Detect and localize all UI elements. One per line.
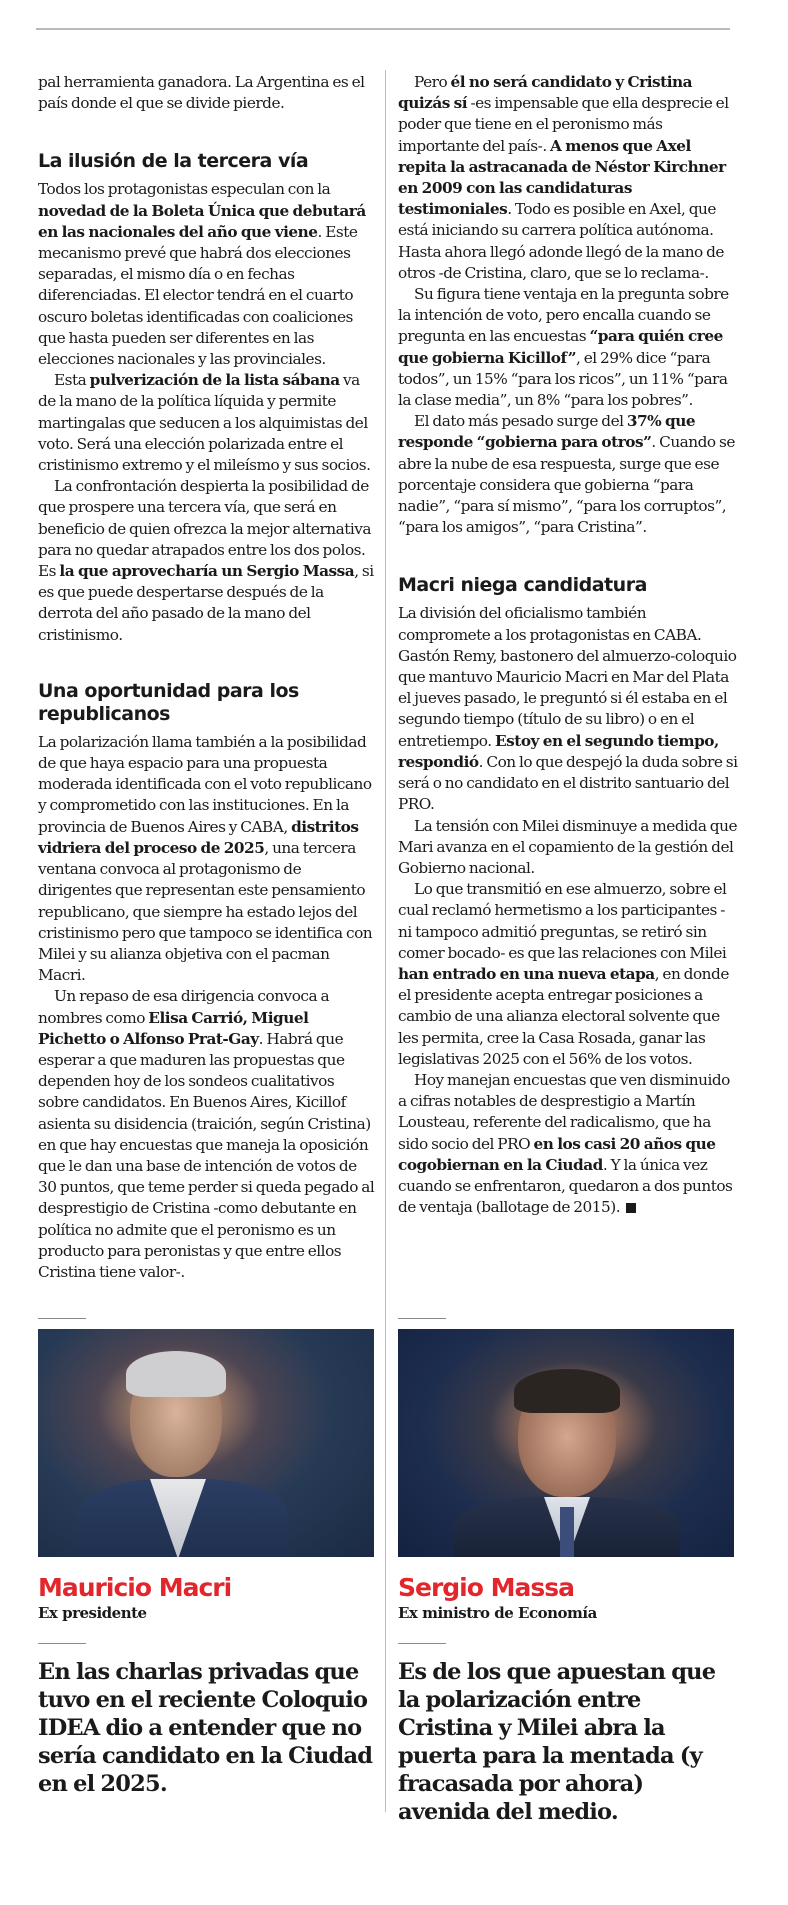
profile-role: Ex presidente [38,1604,147,1622]
end-mark [626,1203,636,1213]
paragraph: La polarización llama también a la posibilidad de que haya espacio para una propuesta moderada identificada con el voto republicano y comprometido con las instituciones. En la provincia de Buenos Aires y CABA, distritos vidriera del proceso de 2025, una tercera ventana convoca al protagonismo de dirigentes que representan este pensamiento republicano, que siempre ha estado lejos del cristinismo pero que tampoco se identifica con Milei y su alianza objetiva con el pacman Macri. [38,732,373,985]
paragraph: La confrontación despierta la posibilidad de que prospere una tercera vía, que será en beneficio de quien ofrezca la mejor alternativa para no quedar atrapados entre los dos polos. [38,477,372,559]
profile-quote: En las charlas privadas que tuvo en el reciente Coloquio IDEA dio a entender que no sería candidato en la Ciudad en el 2025. [38,1659,373,1797]
photo-macri [38,1329,374,1557]
photo-massa [398,1329,734,1557]
profile-macri [38,1318,374,1798]
intro-paragraph: pal herramienta ganadora. La Argentina es el país donde el que se divide pierde. [38,73,365,113]
profile-quote: Es de los que apuestan que la polarización entre Cristina y Milei abra la puerta para la mentada (y fracasada por ahora) avenida del medio. [398,1659,716,1825]
paragraph: Todos los protagonistas especulan con la novedad de la Boleta Única que debutará en las nacionales del año que viene. Este mecanismo prevé que habrá dos elecciones separadas, el mismo día o en fechas diferenciadas. El elector tendrá en el cuarto oscuro boletas identificadas con coaliciones que hasta pueden ser diferentes en las elecciones nacionales y las provinciales. [38,180,366,369]
short-rule [398,1643,446,1644]
left-column [38,72,378,1283]
subheading-tercera-via: La ilusión de la tercera vía [38,150,309,173]
subheading-republicanos: Una oportunidad para los republicanos [38,679,299,725]
profile-name: Mauricio Macri [38,1573,232,1602]
short-rule [38,1643,86,1644]
paragraph: Esta pulverización de la lista sábana va de la mano de la política líquida y permite martingalas que seducen a los alquimistas del voto. Será una elección polarizada entre el cristinismo extremo y el mileísmo y sus socios. [38,371,371,475]
profile-name: Sergio Massa [398,1573,575,1602]
paragraph: Su figura tiene ventaja en la pregunta sobre la intención de voto, pero encalla cuando se pregunta en las encuestas “para quién cree que gobierna Kicillof”, el 29% dice “para todos”, un 15% “para los ricos”, un 11% “para la clase media”, un 8% “para los pobres”. [398,285,729,410]
paragraph: La tensión con Milei disminuye a medida que Mari avanza en el copamiento de la gestión del Gobierno nacional. [398,816,737,877]
subheading-macri: Macri niega candidatura [398,574,647,597]
profile-massa [398,1318,734,1826]
paragraph: Hoy manejan encuestas que ven disminuido a cifras notables de desprestigio a Martín Lousteau, referente del radicalismo, que ha sido socio del PRO en los casi 20 años que cogobiernan en la Ciudad. Y la única vez cuando se enfrentaron, quedaron a dos puntos de ventaja (ballotage de 2015). [398,1070,733,1217]
paragraph: Es la que aprovecharía un Sergio Massa, si es que puede despertarse después de la derrota del año pasado de la mano del cristinismo. [38,562,374,644]
paragraph: Lo que transmitió en ese almuerzo, sobre el cual reclamó hermetismo a los participantes -ni tampoco admitió preguntas, se retiró sin comer bocado- es que las relaciones con Milei han entrado en una nueva etapa, en donde el presidente acepta entregar posiciones a cambio de una alianza electoral solvente que les permita, cree la Casa Rosada, ganar las legislativas 2025 con el 56% de los votos. [398,880,729,1068]
paragraph: La división del oficialismo también compromete a los protagonistas en CABA. Gastón Remy, bastonero del almuerzo-coloquio que mantuvo Mauricio Macri en Mar del Plata el jueves pasado, le preguntó si él estaba en el segundo tiempo (título de su libro) o en el entretiempo. Estoy en el segundo tiempo, respondió. Con lo que despejó la duda sobre si será o no candidato en el distrito santuario del PRO. [398,604,738,814]
right-column [398,72,738,1218]
paragraph: El dato más pesado surge del 37% que responde “gobierna para otros”. Cuando se abre la nube de esa respuesta, surge que ese porcentaje considera que gobierna “para nadie”, “para sí mismo”, “para los corruptos”, “para los amigos”, “para Cristina”. [398,412,735,537]
paragraph: Un repaso de esa dirigencia convoca a nombres como Elisa Carrió, Miguel Pichetto o Alfonso Prat-Gay. Habrá que esperar a que maduren las propuestas que dependen hoy de los sondeos cualitativos sobre candidatos. En Buenos Aires, Kicillof asienta su disidencia (traición, según Cristina) en que hay encuestas que maneja la oposición que le dan una base de intención de votos de 30 puntos, que teme perder si queda pegado al desprestigio de Cristina -como debutante en política no admite que el peronismo es un producto para peronistas y que entre ellos Cristina tiene valor-. [38,987,375,1281]
top-rule [36,28,730,30]
short-rule [398,1318,446,1319]
short-rule [38,1318,86,1319]
column-divider [385,70,386,1812]
paragraph: Pero él no será candidato y Cristina quizás sí -es impensable que ella desprecie el poder que tiene en el peronismo más importante del país-. A menos que Axel repita la astracanada de Néstor Kirchner en 2009 con las candidaturas testimoniales. Todo es posible en Axel, que está iniciando su carrera política autónoma. Hasta ahora llegó adonde llegó de la mano de otros -de Cristina, claro, que se lo reclama-. [398,73,729,282]
profile-role: Ex ministro de Economía [398,1604,597,1622]
